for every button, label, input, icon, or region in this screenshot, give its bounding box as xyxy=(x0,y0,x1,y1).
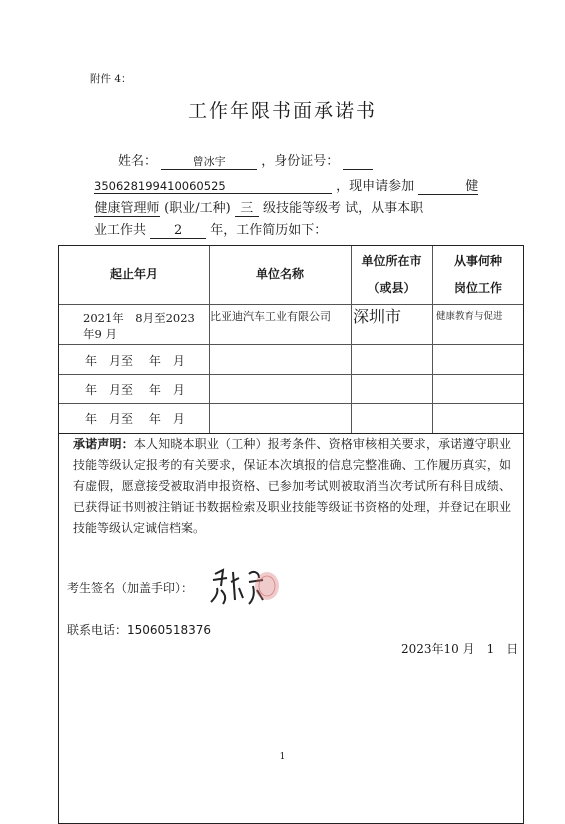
header-job-line1: 从事何种 xyxy=(453,254,502,268)
row1-unit: 比亚迪汽车工业有限公司 xyxy=(210,310,331,323)
row-divider xyxy=(59,304,523,305)
document-title: 工作年限书面承诺书 xyxy=(187,100,377,122)
declaration-label: 承诺声明： xyxy=(73,437,134,451)
declaration-paragraph xyxy=(73,434,511,539)
occupation-line xyxy=(94,197,423,217)
row3-period: 年 月至 年 月 xyxy=(85,383,185,397)
id-label: ，身份证号： xyxy=(261,154,340,169)
row-divider xyxy=(59,403,523,404)
years-value: 2 xyxy=(150,223,206,239)
phone-line xyxy=(67,621,211,638)
header-job-line2: 岗位工作 xyxy=(453,281,502,295)
row4-period: 年 月至 年 月 xyxy=(85,412,185,426)
header-unit: 单位名称 xyxy=(255,267,304,281)
occupation-suffix: (职业/工种) xyxy=(164,201,231,216)
col-divider xyxy=(351,246,352,433)
row2-period: 年 月至 年 月 xyxy=(85,354,185,368)
row1-period-line2: 年9 月 xyxy=(83,327,117,341)
header-city-line2: （或县） xyxy=(367,281,416,295)
row-divider xyxy=(59,344,523,345)
declaration-text: 本人知晓本职业（工种）报考条件、资格审核相关要求，承诺遵守职业技能等级认定报考的有关要求，保证本次填报的信息完整准确、工作履历真实，如有虚假，愿意接受被取消申报资格、已参加考试则被取消当次考试所有科目成绩、已获得证书则被注销证书数据检索及职业技能等级证书资格的处理，并登记在职业技能等级认定诚信档案。 xyxy=(73,437,511,535)
name-line xyxy=(118,150,373,170)
page-number: 1 xyxy=(279,752,286,762)
col-divider xyxy=(432,246,433,433)
occupation-part1: 健 xyxy=(418,175,478,195)
signature-label: 考生签名（加盖手印）： xyxy=(67,581,194,595)
occupation-value: 健康管理师 xyxy=(94,197,160,217)
handwritten-signature xyxy=(209,564,281,608)
row1-period-line1: 2021年 8月至2023 xyxy=(83,311,195,325)
years-suffix: 年，工作简历如下： xyxy=(210,223,328,238)
level-value: 三 xyxy=(235,197,259,217)
row-divider xyxy=(59,374,523,375)
years-line xyxy=(94,219,327,239)
level-suffix: 级技能等级考 试，从事本职 xyxy=(262,201,424,216)
name-label: 姓名： xyxy=(118,154,158,169)
header-city-line1: 单位所在市 xyxy=(361,254,422,268)
apply-text: ，现申请参加 xyxy=(336,179,415,194)
name-value: 曾冰宇 xyxy=(161,153,257,170)
row1-city: 深圳市 xyxy=(353,307,402,326)
declaration-date: 2023年10 月 1 日 xyxy=(401,642,519,656)
header-period: 起止年月 xyxy=(109,267,158,281)
attachment-label: 附件 4： xyxy=(90,73,132,85)
id-line xyxy=(94,175,478,195)
row1-job: 健康教育与促进 xyxy=(436,311,503,322)
id-underline xyxy=(343,154,373,170)
phone-value: 15060518376 xyxy=(127,623,211,637)
id-value: 350628199410060525 xyxy=(94,179,332,194)
work-history-table xyxy=(58,245,524,824)
years-prefix: 业工作共 xyxy=(94,223,147,238)
phone-label: 联系电话： xyxy=(67,623,128,637)
